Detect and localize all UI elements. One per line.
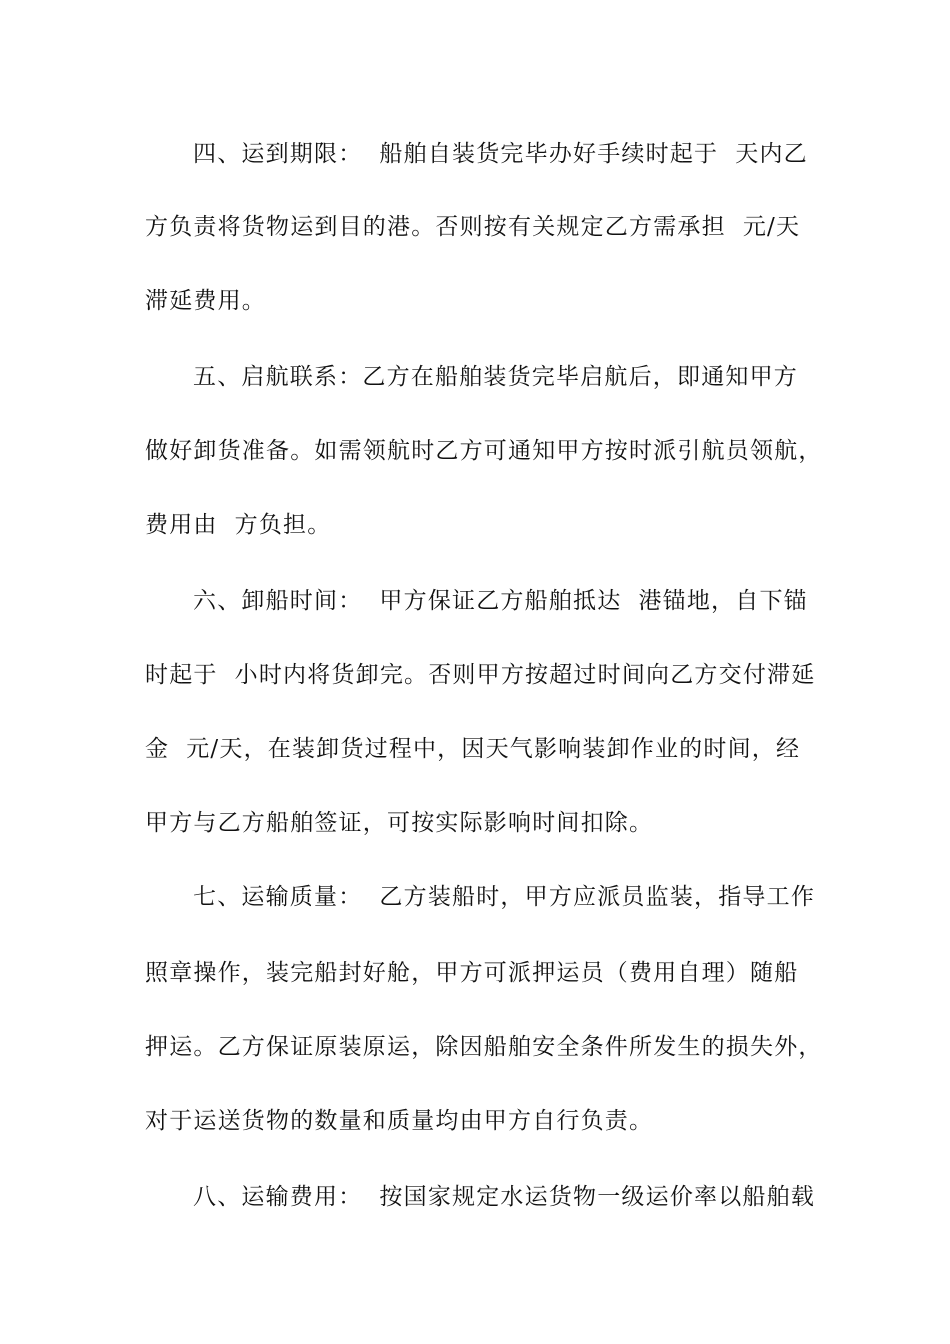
clause-5-line-3: 费用由 方负担。	[145, 512, 332, 538]
clause-7-line-1: 七、运输质量： 乙方装船时，甲方应派员监装，指导工作	[193, 884, 816, 910]
clause-5-line-1: 五、启航联系：乙方在船舶装货完毕启航后，即通知甲方	[193, 364, 798, 390]
clause-6-line-3: 金 元/天，在装卸货过程中，因天气影响装卸作业的时间，经	[145, 736, 801, 762]
clause-8-line-1: 八、运输费用： 按国家规定水运货物一级运价率以船舶载	[193, 1184, 816, 1210]
clause-7-line-3: 押运。乙方保证原装原运，除因船舶安全条件所发生的损失外，	[145, 1034, 823, 1060]
clause-4-line-2: 方负责将货物运到目的港。否则按有关规定乙方需承担 元/天	[145, 214, 801, 240]
clause-6-line-1: 六、卸船时间： 甲方保证乙方船舶抵达 港锚地，自下锚	[193, 588, 808, 614]
clause-7-line-4: 对于运送货物的数量和质量均由甲方自行负责。	[145, 1108, 654, 1134]
clause-7-line-2: 照章操作，装完船封好舱，甲方可派押运员（费用自理）随船	[145, 960, 799, 986]
clause-4-line-1: 四、运到期限： 船舶自装货完毕办好手续时起于 天内乙	[193, 141, 808, 167]
clause-6-line-2: 时起于 小时内将货卸完。否则甲方按超过时间向乙方交付滞延	[145, 662, 816, 688]
clause-6-line-4: 甲方与乙方船舶签证，可按实际影响时间扣除。	[145, 810, 654, 836]
clause-5-line-2: 做好卸货准备。如需领航时乙方可通知甲方按时派引航员领航，	[145, 438, 823, 464]
clause-4-line-3: 滞延费用。	[145, 288, 266, 314]
